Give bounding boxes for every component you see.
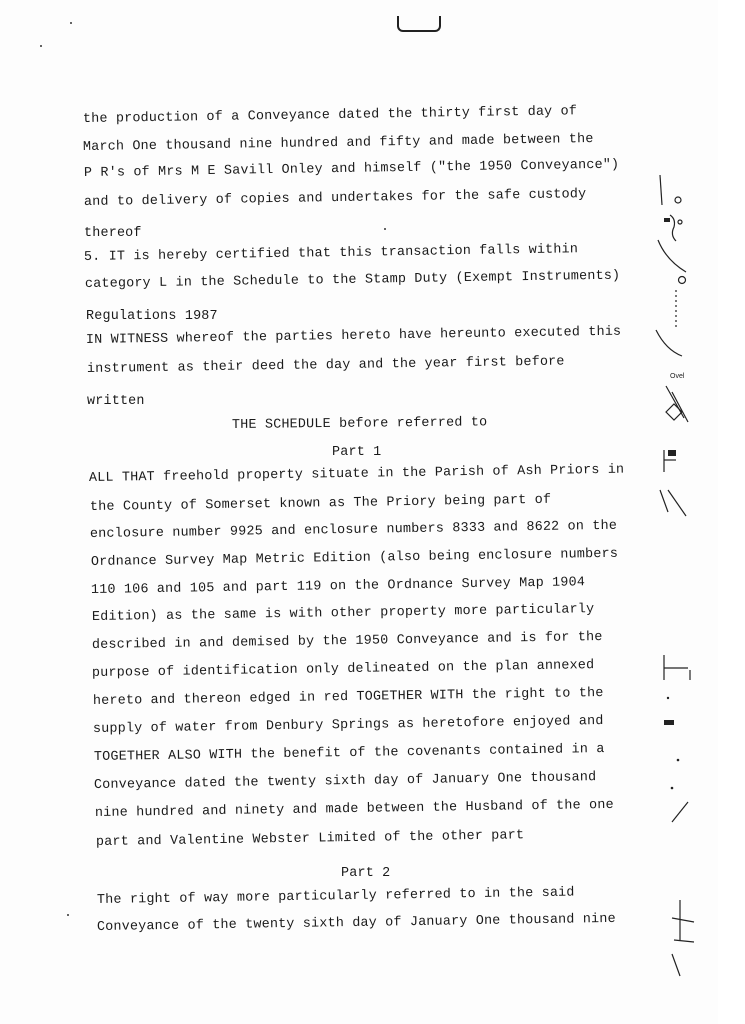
schedule-line: Conveyance of the twenty sixth day of January One thousand nine — [96, 911, 616, 935]
body-line: Regulations 1987 — [86, 309, 218, 324]
schedule-line: Ordnance Survey Map Metric Edition (also being enclosure numbers — [90, 546, 619, 570]
schedule-line: enclosure number 9925 and enclosure numbers 8333 and 8622 on the — [89, 518, 618, 542]
page-number-bracket — [395, 14, 445, 36]
schedule-line: part and Valentine Webster Limited of the other part — [95, 828, 525, 850]
schedule-line: supply of water from Denbury Springs as heretofore enjoyed and — [92, 713, 604, 737]
schedule-line: ALL THAT freehold property situate in the Parish of Ash Priors in — [88, 462, 625, 486]
schedule-line: 110 106 and 105 and part 119 on the Ordnance Survey Map 1904 — [90, 575, 586, 598]
map-fragment — [650, 160, 700, 1000]
part-1-heading: Part 1 — [332, 445, 382, 460]
body-line: the production of a Conveyance dated the thirty first day of — [82, 104, 578, 127]
body-line: written — [87, 394, 145, 409]
scan-speck — [67, 914, 69, 916]
body-line: IN WITNESS whereof the parties hereto have hereunto executed this — [85, 324, 622, 348]
scan-speck — [40, 45, 42, 47]
scan-speck — [70, 22, 72, 24]
part-2-heading: Part 2 — [341, 866, 391, 881]
body-line: 5. IT is hereby certified that this transaction falls within — [83, 242, 579, 265]
schedule-line: TOGETHER ALSO WITH the benefit of the covenants contained in a — [93, 741, 605, 765]
schedule-line: Edition) as the same is with other property more particularly — [91, 602, 595, 625]
scan-speck — [384, 228, 386, 230]
schedule-line: described in and demised by the 1950 Conveyance and is for the — [91, 629, 603, 653]
map-fragment-label: Ovel — [670, 373, 685, 380]
body-line: instrument as their deed the day and the year first before — [86, 354, 565, 377]
body-line: P R's of Mrs M E Savill Onley and himself ("the 1950 Conveyance") — [83, 157, 620, 181]
schedule-line: the County of Somerset known as The Priory being part of — [89, 492, 552, 515]
schedule-heading: THE SCHEDULE before referred to — [231, 415, 488, 433]
body-line: March One thousand nine hundred and fifty and made between the — [82, 131, 594, 155]
page-number-mark — [397, 16, 441, 32]
schedule-line: Conveyance dated the twenty sixth day of January One thousand — [93, 770, 597, 793]
schedule-line: purpose of identification only delineated on the plan annexed — [91, 658, 595, 681]
schedule-line: nine hundred and ninety and made between the Husband of the one — [94, 797, 614, 821]
schedule-line: The right of way more particularly referred to in the said — [96, 885, 575, 908]
body-line: and to delivery of copies and undertakes for the safe custody — [83, 187, 587, 210]
schedule-line: hereto and thereon edged in red TOGETHER WITH the right to the — [92, 685, 604, 709]
body-line: category L in the Schedule to the Stamp Duty (Exempt Instruments) — [84, 268, 621, 292]
body-line: thereof — [84, 226, 142, 241]
